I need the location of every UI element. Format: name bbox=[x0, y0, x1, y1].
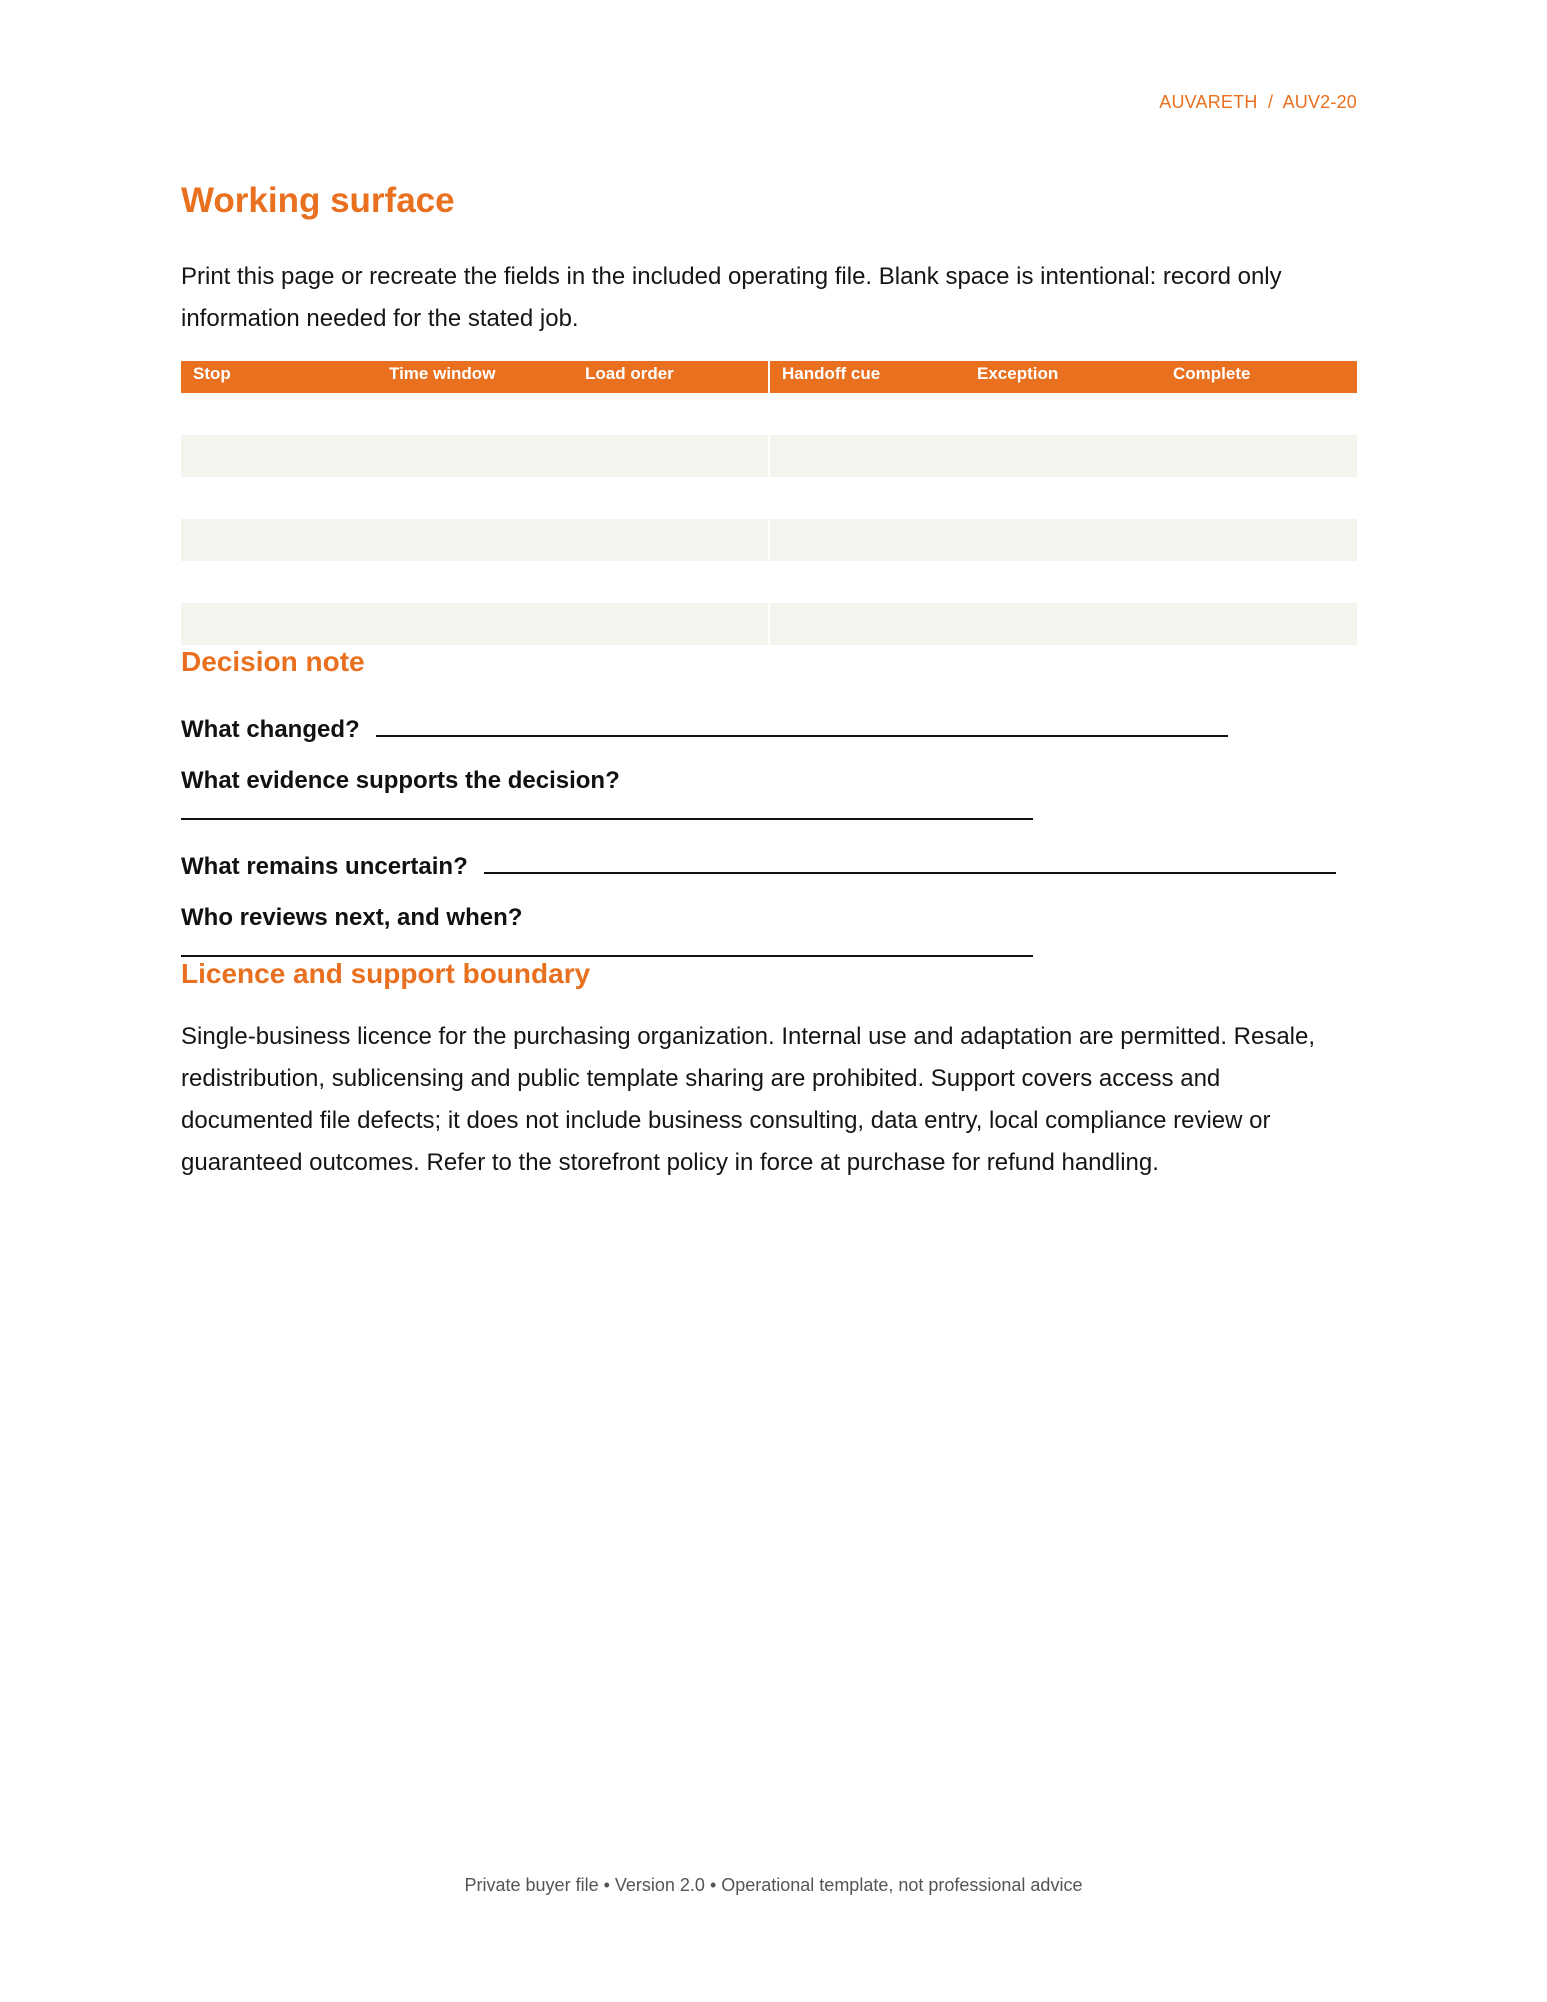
table-cell[interactable] bbox=[377, 519, 573, 561]
table-row bbox=[181, 519, 1357, 561]
table-cell[interactable] bbox=[769, 393, 965, 435]
table-cell[interactable] bbox=[573, 603, 769, 645]
table-cell[interactable] bbox=[181, 477, 377, 519]
table-cell[interactable] bbox=[573, 477, 769, 519]
question-reviews-next bbox=[181, 904, 1357, 936]
document-reference bbox=[1159, 92, 1357, 113]
question-label: What evidence supports the decision? bbox=[181, 766, 620, 794]
page-content bbox=[181, 180, 1357, 1184]
table-row bbox=[181, 393, 1357, 435]
table-row bbox=[181, 477, 1357, 519]
table-header-row bbox=[181, 361, 1357, 393]
table-cell[interactable] bbox=[181, 393, 377, 435]
licence-heading: Licence and support boundary bbox=[181, 957, 591, 989]
table-cell[interactable] bbox=[377, 477, 573, 519]
table-cell[interactable] bbox=[769, 477, 965, 519]
table-cell[interactable] bbox=[965, 561, 1161, 603]
table-cell[interactable] bbox=[377, 603, 573, 645]
table-cell[interactable] bbox=[1161, 435, 1357, 477]
question-what-changed bbox=[181, 709, 1357, 741]
table-cell[interactable] bbox=[573, 561, 769, 603]
answer-line-uncertain[interactable] bbox=[484, 846, 1336, 874]
column-header-exception: Exception bbox=[965, 361, 1161, 393]
page-footer: Private buyer file • Version 2.0 • Operational template, not professional advice bbox=[464, 1875, 1083, 1895]
table-cell[interactable] bbox=[181, 603, 377, 645]
column-header-stop: Stop bbox=[181, 361, 377, 393]
table-cell[interactable] bbox=[377, 561, 573, 603]
question-label: Who reviews next, and when? bbox=[181, 903, 523, 931]
table-cell[interactable] bbox=[1161, 477, 1357, 519]
table-cell[interactable] bbox=[181, 435, 377, 477]
reference-separator: / bbox=[1267, 92, 1274, 112]
table-cell[interactable] bbox=[769, 519, 965, 561]
table-cell[interactable] bbox=[1161, 519, 1357, 561]
table-row bbox=[181, 603, 1357, 645]
table-cell[interactable] bbox=[965, 393, 1161, 435]
column-header-complete: Complete bbox=[1161, 361, 1357, 393]
column-header-handoff-cue: Handoff cue bbox=[769, 361, 965, 393]
table-row bbox=[181, 561, 1357, 603]
document-code: AUV2-20 bbox=[1282, 92, 1357, 112]
decision-note-heading: Decision note bbox=[181, 646, 365, 677]
table-cell[interactable] bbox=[181, 519, 377, 561]
table-cell[interactable] bbox=[1161, 393, 1357, 435]
question-label: What changed? bbox=[181, 715, 360, 743]
column-header-load-order: Load order bbox=[573, 361, 769, 393]
table-cell[interactable] bbox=[965, 477, 1161, 519]
question-evidence bbox=[181, 767, 1357, 799]
table-cell[interactable] bbox=[573, 393, 769, 435]
table-cell[interactable] bbox=[377, 393, 573, 435]
table-cell[interactable] bbox=[965, 603, 1161, 645]
question-label: What remains uncertain? bbox=[181, 852, 468, 880]
intro-paragraph: Print this page or recreate the fields in the included operating file. Blank space is intentional: record only information needed for the stated job. bbox=[181, 263, 1282, 332]
table-cell[interactable] bbox=[769, 435, 965, 477]
table-cell[interactable] bbox=[1161, 561, 1357, 603]
column-header-time-window: Time window bbox=[377, 361, 573, 393]
table-cell[interactable] bbox=[181, 561, 377, 603]
table-cell[interactable] bbox=[573, 435, 769, 477]
answer-line-evidence[interactable] bbox=[181, 817, 1033, 820]
table-cell[interactable] bbox=[965, 435, 1161, 477]
working-table bbox=[181, 361, 1357, 645]
answer-line-what-changed[interactable] bbox=[376, 709, 1228, 737]
brand-name: AUVARETH bbox=[1159, 92, 1258, 112]
table-cell[interactable] bbox=[965, 519, 1161, 561]
table-cell[interactable] bbox=[769, 561, 965, 603]
question-uncertain bbox=[181, 846, 1357, 878]
licence-paragraph: Single-business licence for the purchasing organization. Internal use and adaptation are permitted. Resale, redistribution, sublicensing and public template sharing are prohibited. Support covers access and documented file defects; it does not include business consulting, data entry, local compliance review or guaranteed outcomes. Refer to the storefront policy in force at purchase for refund handling. bbox=[181, 1023, 1316, 1177]
page-title: Working surface bbox=[181, 181, 455, 220]
table-cell[interactable] bbox=[573, 519, 769, 561]
table-cell[interactable] bbox=[377, 435, 573, 477]
table-cell[interactable] bbox=[1161, 603, 1357, 645]
table-row bbox=[181, 435, 1357, 477]
table-cell[interactable] bbox=[769, 603, 965, 645]
